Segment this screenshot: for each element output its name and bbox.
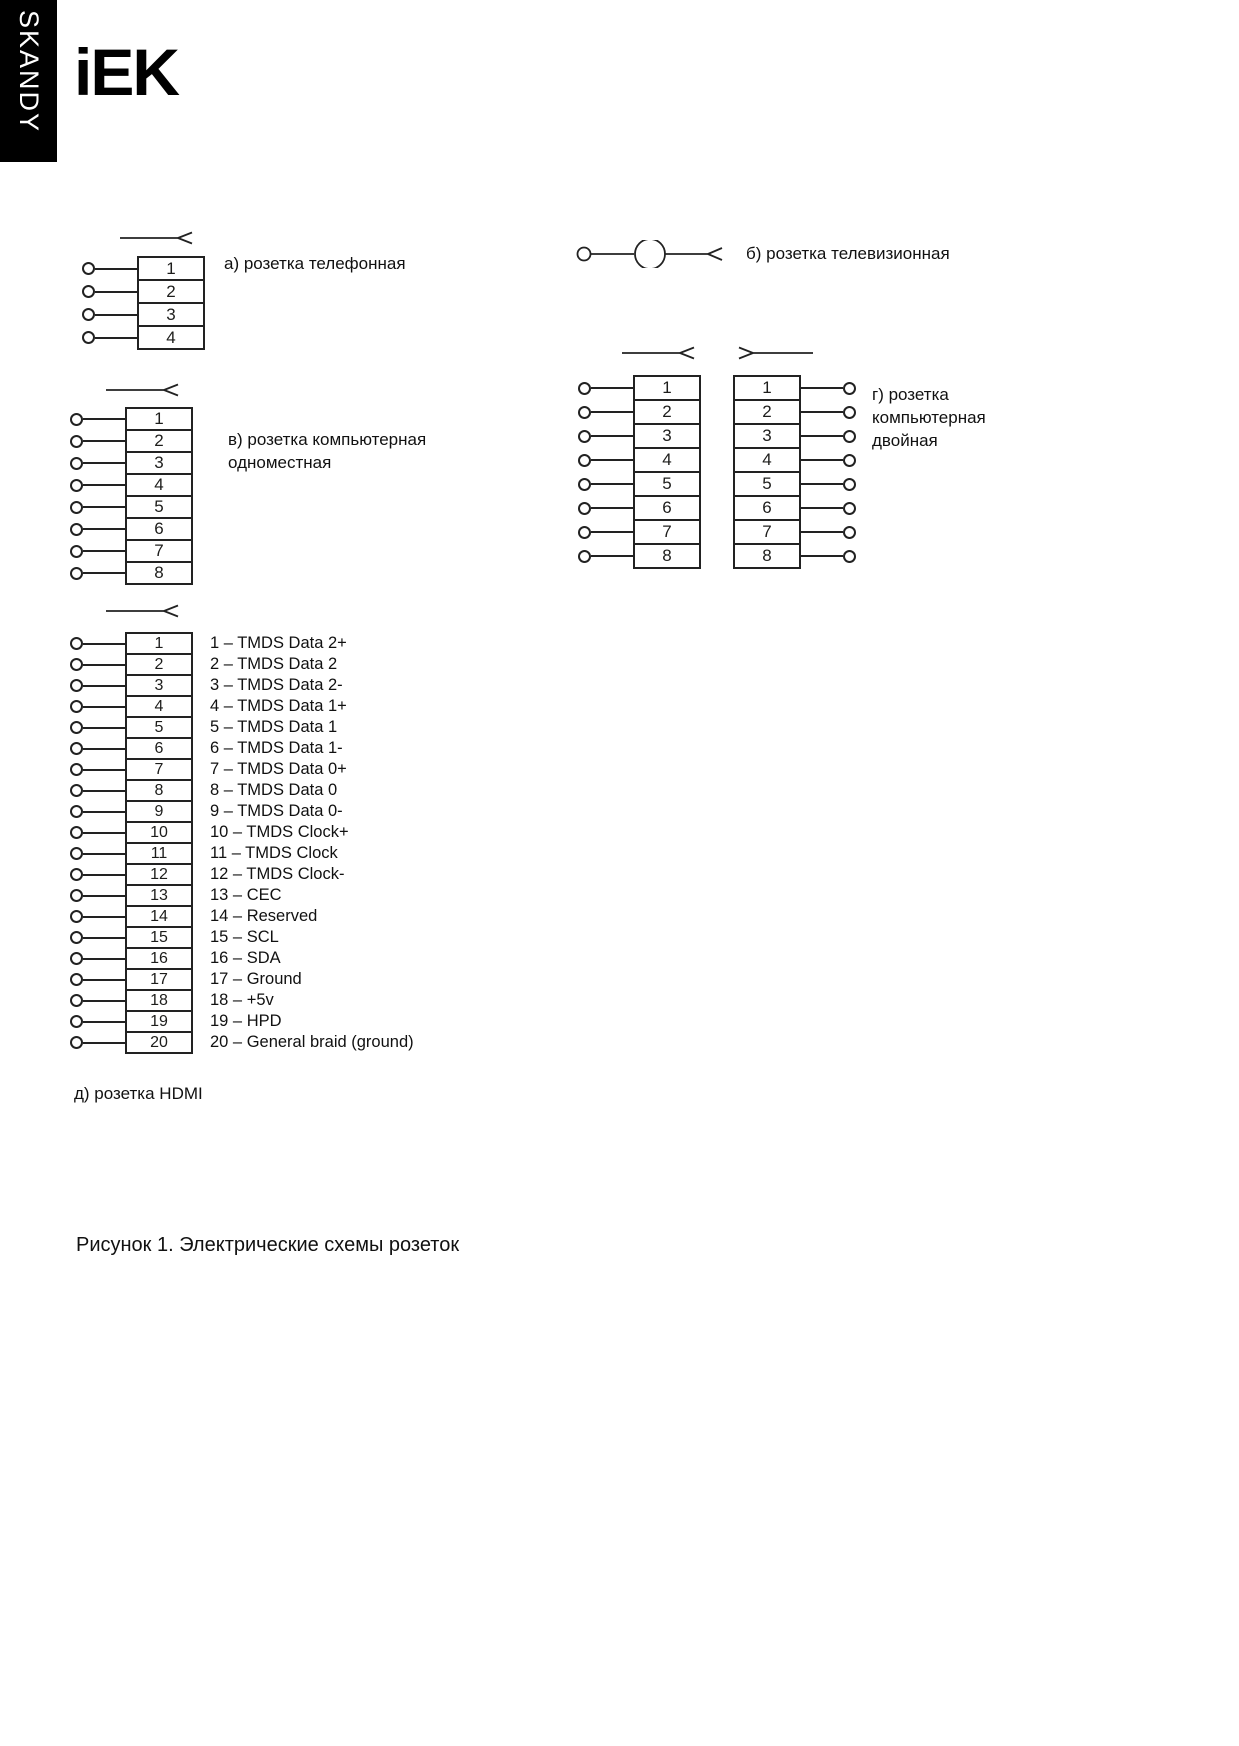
terminal-circle <box>70 479 83 492</box>
wire-line <box>591 555 633 557</box>
wire-line <box>83 874 125 876</box>
terminal-circle <box>70 763 83 776</box>
figure-caption: Рисунок 1. Электрические схемы розеток <box>76 1234 460 1256</box>
terminal-circle <box>578 382 591 395</box>
terminal-circle <box>578 430 591 443</box>
diagram-label-tv: б) розетка телевизионная <box>746 244 950 263</box>
hdmi-pin-function: 7 – TMDS Data 0+ <box>210 760 347 778</box>
pin-row <box>733 495 856 521</box>
pin-row <box>70 539 193 563</box>
pin-number-box: 4 <box>733 447 801 473</box>
pin-row <box>82 325 205 350</box>
pin-number-box: 14 <box>125 905 193 928</box>
pin-number-box: 3 <box>125 451 193 475</box>
pin-row <box>70 758 193 781</box>
wire-line <box>95 291 137 293</box>
pin-row <box>70 947 193 970</box>
wire-line <box>83 748 125 750</box>
hdmi-pin-function: 17 – Ground <box>210 970 302 988</box>
pin-number-box: 7 <box>733 519 801 545</box>
diagram-label-computer-single <box>228 428 426 474</box>
terminal-circle <box>70 501 83 514</box>
wire-line <box>83 528 125 530</box>
hdmi-pin-function: 9 – TMDS Data 0- <box>210 802 343 820</box>
terminal-circle <box>70 784 83 797</box>
pin-row <box>70 429 193 453</box>
hdmi-pin-function: 15 – SCL <box>210 928 279 946</box>
terminal-circle <box>82 331 95 344</box>
terminal-circle <box>843 406 856 419</box>
pin-number-box: 1 <box>125 632 193 655</box>
pin-row <box>578 375 701 401</box>
pin-column-hdmi <box>70 632 193 1054</box>
pin-number-box: 1 <box>733 375 801 401</box>
pin-number-box: 8 <box>125 561 193 585</box>
pin-column-double-right <box>733 375 856 569</box>
wire-line <box>83 1042 125 1044</box>
hdmi-pin-function: 4 – TMDS Data 1+ <box>210 697 347 715</box>
wire-line <box>83 440 125 442</box>
terminal-circle <box>843 478 856 491</box>
pin-number-box: 15 <box>125 926 193 949</box>
wire-line <box>83 506 125 508</box>
pin-number-box: 6 <box>125 737 193 760</box>
iek-logo: iEK <box>74 35 179 109</box>
wire-line <box>83 727 125 729</box>
terminal-circle <box>70 721 83 734</box>
pin-number-box: 2 <box>137 279 205 304</box>
pin-number-box: 4 <box>633 447 701 473</box>
pin-number-box: 2 <box>125 429 193 453</box>
pin-number-box: 1 <box>137 256 205 281</box>
hdmi-pin-function: 6 – TMDS Data 1- <box>210 739 343 757</box>
wire-line <box>83 979 125 981</box>
wire-line <box>83 916 125 918</box>
pin-number-box: 8 <box>733 543 801 569</box>
pin-column-computer-single <box>70 407 193 585</box>
wire-line <box>591 411 633 413</box>
pin-number-box: 7 <box>633 519 701 545</box>
jack-symbol-telephone <box>120 230 198 246</box>
terminal-circle <box>70 1015 83 1028</box>
pin-number-box: 3 <box>125 674 193 697</box>
diagram-label-line: компьютерная <box>872 408 986 427</box>
terminal-circle <box>578 550 591 563</box>
hdmi-pin-function: 13 – CEC <box>210 886 282 904</box>
pin-number-box: 11 <box>125 842 193 865</box>
pin-row <box>70 517 193 541</box>
hdmi-pin-function: 8 – TMDS Data 0 <box>210 781 338 799</box>
pin-number-box: 8 <box>633 543 701 569</box>
terminal-circle <box>70 679 83 692</box>
pin-number-box: 20 <box>125 1031 193 1054</box>
hdmi-pin-function: 16 – SDA <box>210 949 281 967</box>
hdmi-pin-function: 3 – TMDS Data 2- <box>210 676 343 694</box>
terminal-circle <box>843 550 856 563</box>
terminal-circle <box>843 454 856 467</box>
pin-column-telephone <box>82 256 205 350</box>
wire-line <box>95 268 137 270</box>
hdmi-pin-function: 20 – General braid (ground) <box>210 1033 414 1051</box>
pin-row <box>82 256 205 281</box>
terminal-circle <box>843 526 856 539</box>
pin-row <box>578 495 701 521</box>
pin-number-box: 6 <box>733 495 801 521</box>
terminal-circle <box>82 308 95 321</box>
pin-number-box: 8 <box>125 779 193 802</box>
wire-line <box>591 531 633 533</box>
pin-row <box>733 447 856 473</box>
wire-line <box>83 937 125 939</box>
wire-line <box>83 1000 125 1002</box>
wire-line <box>801 435 843 437</box>
hdmi-pin-function: 5 – TMDS Data 1 <box>210 718 338 736</box>
tv-socket-symbol <box>576 240 728 268</box>
terminal-circle <box>843 430 856 443</box>
pin-row <box>578 519 701 545</box>
hdmi-pin-function: 10 – TMDS Clock+ <box>210 823 349 841</box>
terminal-circle <box>843 382 856 395</box>
terminal-circle <box>70 457 83 470</box>
pin-number-box: 3 <box>137 302 205 327</box>
pin-row <box>733 375 856 401</box>
wire-line <box>83 790 125 792</box>
pin-row <box>70 779 193 802</box>
pin-row <box>70 632 193 655</box>
wire-line <box>801 483 843 485</box>
pin-row <box>70 884 193 907</box>
terminal-circle <box>70 567 83 580</box>
terminal-circle <box>578 526 591 539</box>
pin-row <box>733 519 856 545</box>
pin-row <box>70 451 193 475</box>
pin-row <box>70 863 193 886</box>
pin-number-box: 10 <box>125 821 193 844</box>
wire-line <box>83 895 125 897</box>
wire-line <box>83 550 125 552</box>
diagram-label-line: двойная <box>872 431 938 450</box>
jack-symbol-computer-single <box>106 382 184 398</box>
pin-row <box>70 473 193 497</box>
pin-number-box: 17 <box>125 968 193 991</box>
pin-number-box: 16 <box>125 947 193 970</box>
terminal-circle <box>70 931 83 944</box>
terminal-circle <box>70 413 83 426</box>
wire-line <box>83 664 125 666</box>
pin-row <box>578 423 701 449</box>
pin-row <box>70 842 193 865</box>
series-label: SKANDY <box>14 10 44 134</box>
wire-line <box>591 483 633 485</box>
pin-row <box>578 399 701 425</box>
pin-row <box>82 302 205 327</box>
pin-row <box>70 737 193 760</box>
pin-row <box>82 279 205 304</box>
pin-row <box>70 674 193 697</box>
pin-number-box: 1 <box>125 407 193 431</box>
wire-line <box>83 685 125 687</box>
terminal-circle <box>70 889 83 902</box>
hdmi-pin-function: 14 – Reserved <box>210 907 318 925</box>
wire-line <box>801 555 843 557</box>
pin-row <box>70 1010 193 1033</box>
terminal-circle <box>82 285 95 298</box>
wire-line <box>591 507 633 509</box>
terminal-circle <box>70 910 83 923</box>
terminal-circle <box>82 262 95 275</box>
hdmi-pin-function: 11 – TMDS Clock <box>210 844 338 862</box>
pin-number-box: 2 <box>125 653 193 676</box>
hdmi-pin-function: 1 – TMDS Data 2+ <box>210 634 347 652</box>
terminal-circle <box>70 742 83 755</box>
terminal-circle <box>70 826 83 839</box>
pin-row <box>70 407 193 431</box>
pin-number-box: 6 <box>125 517 193 541</box>
pin-number-box: 1 <box>633 375 701 401</box>
hdmi-pin-function: 19 – HPD <box>210 1012 282 1030</box>
hdmi-pin-function: 18 – +5v <box>210 991 274 1009</box>
diagram-label-computer-double <box>872 383 986 452</box>
wire-line <box>95 314 137 316</box>
pin-number-box: 2 <box>733 399 801 425</box>
pin-number-box: 4 <box>125 473 193 497</box>
pin-number-box: 18 <box>125 989 193 1012</box>
wire-line <box>83 643 125 645</box>
terminal-circle <box>70 994 83 1007</box>
pin-number-box: 7 <box>125 539 193 563</box>
pin-number-box: 3 <box>733 423 801 449</box>
wire-line <box>591 435 633 437</box>
pin-row <box>733 399 856 425</box>
terminal-circle <box>70 700 83 713</box>
pin-row <box>70 800 193 823</box>
wire-line <box>801 459 843 461</box>
terminal-circle <box>70 1036 83 1049</box>
pin-row <box>70 926 193 949</box>
pin-row <box>733 543 856 569</box>
wire-line <box>801 507 843 509</box>
wire-line <box>83 958 125 960</box>
terminal-circle <box>578 478 591 491</box>
jack-symbol-hdmi <box>106 603 184 619</box>
pin-row <box>578 471 701 497</box>
pin-row <box>578 447 701 473</box>
pin-number-box: 19 <box>125 1010 193 1033</box>
pin-row <box>70 1031 193 1054</box>
terminal-circle <box>843 502 856 515</box>
terminal-circle <box>70 847 83 860</box>
wire-line <box>801 411 843 413</box>
pin-row <box>70 495 193 519</box>
wire-line <box>83 832 125 834</box>
wire-line <box>801 387 843 389</box>
pin-row <box>70 653 193 676</box>
terminal-circle <box>578 454 591 467</box>
pin-number-box: 5 <box>125 716 193 739</box>
pin-number-box: 3 <box>633 423 701 449</box>
terminal-circle <box>578 502 591 515</box>
terminal-circle <box>578 406 591 419</box>
wire-line <box>83 572 125 574</box>
diagram-label-hdmi: д) розетка HDMI <box>74 1084 203 1103</box>
terminal-circle <box>70 868 83 881</box>
pin-number-box: 9 <box>125 800 193 823</box>
wire-line <box>591 387 633 389</box>
pin-number-box: 6 <box>633 495 701 521</box>
wire-line <box>95 337 137 339</box>
hdmi-pin-function: 12 – TMDS Clock- <box>210 865 345 883</box>
jack-symbol-double-left <box>622 345 700 361</box>
pin-number-box: 12 <box>125 863 193 886</box>
wire-line <box>83 462 125 464</box>
terminal-circle <box>70 435 83 448</box>
diagram-label-line: г) розетка <box>872 385 949 404</box>
wire-line <box>83 811 125 813</box>
wire-line <box>801 531 843 533</box>
pin-number-box: 4 <box>137 325 205 350</box>
diagram-label-line: в) розетка компьютерная <box>228 430 427 449</box>
diagram-label-line: одноместная <box>228 453 332 472</box>
pin-row <box>70 821 193 844</box>
pin-number-box: 7 <box>125 758 193 781</box>
series-sidebar <box>0 0 57 162</box>
terminal-circle <box>70 545 83 558</box>
jack-symbol-double-right <box>733 345 813 361</box>
pin-number-box: 2 <box>633 399 701 425</box>
pin-row <box>70 905 193 928</box>
wire-line <box>83 418 125 420</box>
terminal-circle <box>70 523 83 536</box>
pin-row <box>70 695 193 718</box>
terminal-circle <box>70 973 83 986</box>
hdmi-pin-function-list <box>210 633 414 1053</box>
pin-row <box>70 561 193 585</box>
terminal-circle <box>70 805 83 818</box>
pin-row <box>578 543 701 569</box>
terminal-circle <box>70 952 83 965</box>
pin-number-box: 5 <box>733 471 801 497</box>
pin-row <box>70 716 193 739</box>
pin-number-box: 5 <box>125 495 193 519</box>
wire-line <box>591 459 633 461</box>
hdmi-pin-function: 2 – TMDS Data 2 <box>210 655 338 673</box>
terminal-circle <box>70 637 83 650</box>
wire-line <box>83 853 125 855</box>
wire-line <box>83 769 125 771</box>
pin-number-box: 13 <box>125 884 193 907</box>
pin-row <box>733 423 856 449</box>
pin-number-box: 4 <box>125 695 193 718</box>
terminal-circle <box>70 658 83 671</box>
pin-row <box>70 989 193 1012</box>
pin-column-double-left <box>578 375 701 569</box>
pin-number-box: 5 <box>633 471 701 497</box>
wire-line <box>83 706 125 708</box>
diagram-label-telephone: а) розетка телефонная <box>224 254 406 273</box>
wire-line <box>83 484 125 486</box>
wire-line <box>83 1021 125 1023</box>
pin-row <box>70 968 193 991</box>
pin-row <box>733 471 856 497</box>
